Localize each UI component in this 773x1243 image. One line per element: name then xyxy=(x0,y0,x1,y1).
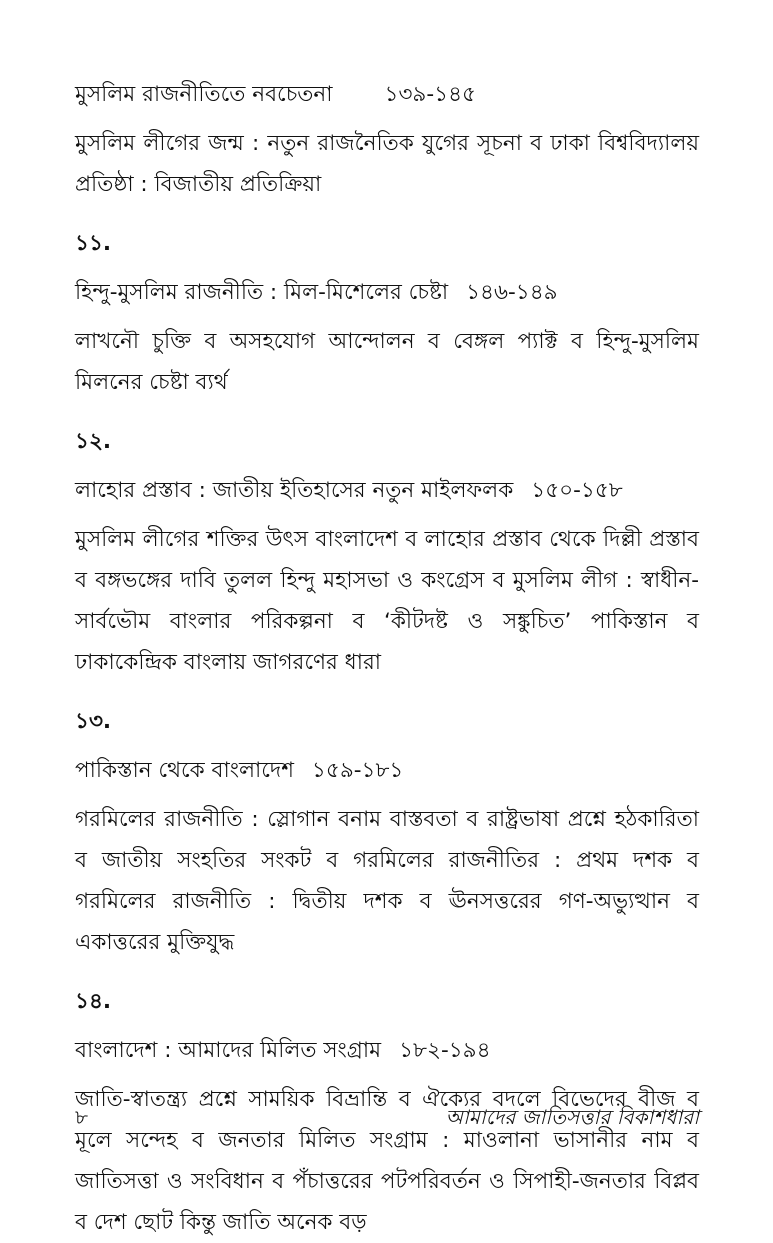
page-range: ১৫০-১৫৮ xyxy=(531,478,623,503)
page-range: ১৫৯-১৮১ xyxy=(311,758,404,783)
section-summary: লাখনৌ চুক্তি ব অসহযোগ আন্দোলন ব বেঙ্গল প্যাক্ট ব হিন্দু-মুসলিম মিলনের চেষ্টা ব্যর্থ xyxy=(75,329,699,395)
page-range: ১৮২-১৯৪ xyxy=(399,1038,491,1063)
section-summary: জাতি-স্বাতন্ত্র্য প্রশ্নে সাময়িক বিভ্রান্তি ব ঐক্যের বদলে বিভেদের বীজ ব মূলে সন্দেহ ব জনতার মিলিত সংগ্রাম : মাওলানা ভাসানীর নাম ব জাতিসত্তা ও সংবিধান ব পঁচাত্তরের পটপরিবর্তন ও সিপাহী-জনতার বিপ্লব ব দেশ ছোট কিন্তু জাতি অনেক বড় xyxy=(75,1087,699,1235)
page-number: ৮ xyxy=(75,1105,88,1129)
section-heading xyxy=(75,272,699,313)
running-title: আমাদের জাতিসত্তার বিকাশধারা xyxy=(445,1105,699,1129)
chapter-number: ১৩. xyxy=(75,709,112,734)
section-heading xyxy=(75,1030,699,1071)
page-footer xyxy=(75,1100,699,1134)
section-heading xyxy=(75,74,699,115)
section-title: বাংলাদেশ : আমাদের মিলিত সংগ্রাম xyxy=(75,1038,382,1063)
page-range: ১৩৯-১৪৫ xyxy=(384,82,476,107)
section-title: মুসলিম রাজনীতিতে নবচেতনা xyxy=(75,82,333,107)
section-title: পাকিস্তান থেকে বাংলাদেশ xyxy=(75,758,294,783)
section-heading xyxy=(75,470,699,511)
table-of-contents xyxy=(75,74,699,1243)
section-title: লাহোর প্রস্তাব : জাতীয় ইতিহাসের নতুন মাইলফলক xyxy=(75,478,514,503)
chapter-number: ১২. xyxy=(75,429,112,454)
page-range: ১৪৬-১৪৯ xyxy=(466,280,558,305)
chapter-number: ১৪. xyxy=(75,989,112,1014)
section-summary: মুসলিম লীগের জন্ম : নতুন রাজনৈতিক যুগের সূচনা ব ঢাকা বিশ্ববিদ্যালয় প্রতিষ্ঠা : বিজাতীয় প্রতিক্রিয়া xyxy=(75,131,699,197)
chapter-number: ১১. xyxy=(75,231,112,256)
section-title: হিন্দু-মুসলিম রাজনীতি : মিল-মিশেলের চেষ্টা xyxy=(75,280,449,305)
section-summary: মুসলিম লীগের শক্তির উৎস বাংলাদেশ ব লাহোর প্রস্তাব থেকে দিল্লী প্রস্তাব ব বঙ্গভঙ্গের দাবি তুলল হিন্দু মহাসভা ও কংগ্রেস ব মুসলিম লীগ : স্বাধীন-সার্বভৌম বাংলার পরিকল্পনা ব ‘কীটদষ্ট ও সঙ্কুচিত’ পাকিস্তান ব ঢাকাকেন্দ্রিক বাংলায় জাগরণের ধারা xyxy=(75,527,699,675)
section-heading xyxy=(75,750,699,791)
section-summary: গরমিলের রাজনীতি : স্লোগান বনাম বাস্তবতা ব রাষ্ট্রভাষা প্রশ্নে হঠকারিতা ব জাতীয় সংহতির সংকট ব গরমিলের রাজনীতির : প্রথম দশক ব গরমিলের রাজনীতি : দ্বিতীয় দশক ব ঊনসত্তরের গণ-অভ্যুত্থান ব একাত্তরের মুক্তিযুদ্ধ xyxy=(75,807,699,955)
